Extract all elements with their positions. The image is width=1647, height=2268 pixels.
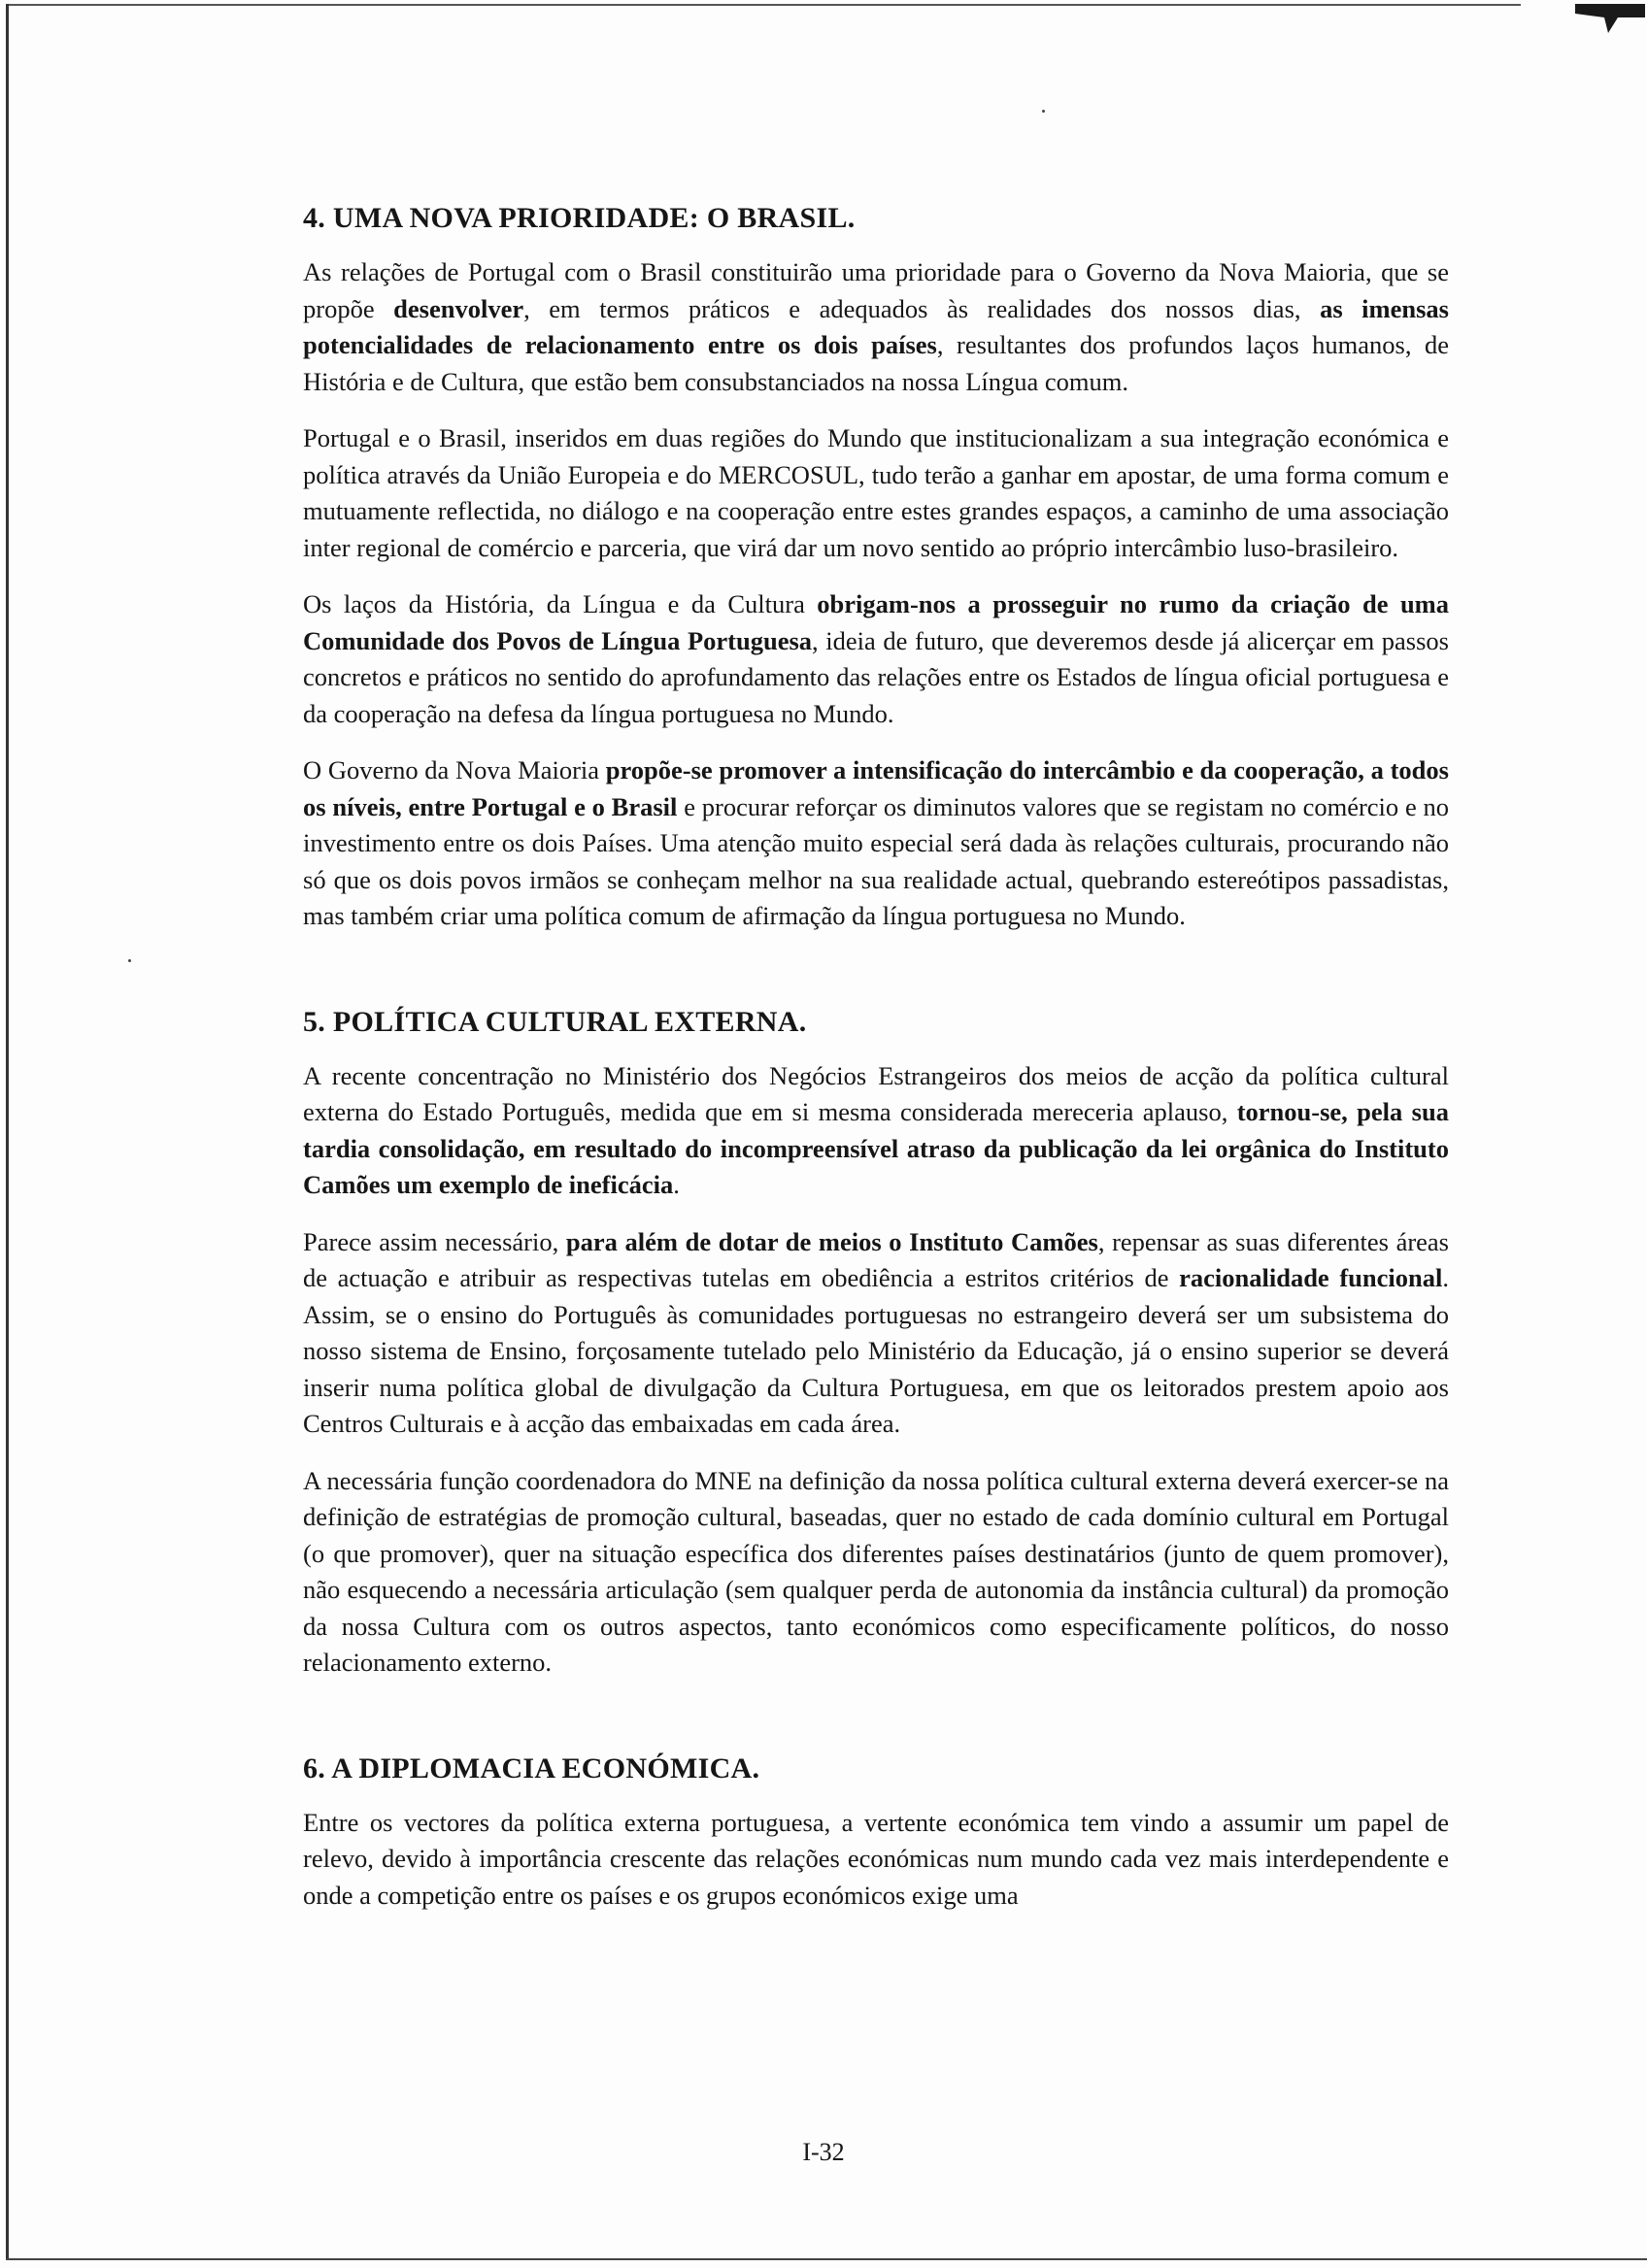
text-run: , em termos práticos e adequados às realidades dos nossos dias, [523,293,1321,323]
document-section [303,202,1449,935]
section-spacer [303,1702,1449,1752]
text-run: , ideia de futuro, que deveremos desde já alicerçar em passos concretos e práticos no sentido do aprofundamento das relações entre os Estados de língua oficial portuguesa e da cooperação na defesa da língua portuguesa no Mundo. [303,625,1449,728]
body-paragraph [303,420,1449,566]
text-run: A recente concentração no Ministério dos Negócios Estrangeiros dos meios de acção da política cultural externa do Estado Português, medida que em si mesma considerada mereceria aplauso, [303,1060,1449,1126]
bold-text: as imensas potencialidades de relacionamento entre os dois países [303,293,1449,359]
body-paragraph [303,1463,1449,1682]
text-run: . [673,1170,680,1199]
bold-text: para além de dotar de meios o Instituto Camões [565,1226,1098,1256]
body-paragraph [303,254,1449,400]
section-heading: 4. UMA NOVA PRIORIDADE: O BRASIL. [303,202,856,234]
document-section [303,1752,1449,1915]
section-spacer [303,955,1449,1006]
scan-speck [1042,110,1045,113]
text-run: , repensar as suas diferentes áreas de actuação e atribuir as respectivas tutelas em obediência a estritos critérios de [303,1226,1449,1292]
bold-text: tornou-se, pela sua tardia consolidação, em resultado do incompreensível atraso da publicação da lei orgânica do Instituto Camões um exemplo de ineficácia [303,1097,1449,1199]
text-run: e procurar reforçar os diminutos valores que se registam no comércio e no investimento entre os dois Países. Uma atenção muito especial será dada às relações culturais, procurando não só que os dois povos irmãos se conheçam melhor na sua realidade actual, quebrando estereótipos passadistas, mas também criar uma política comum de afirmação da língua portuguesa no Mundo. [303,791,1449,930]
scan-border-bottom [6,2258,1647,2260]
bold-text: racionalidade funcional [1179,1263,1443,1292]
scan-corner-mark [1575,4,1645,43]
body-paragraph [303,586,1449,732]
document-section [303,1006,1449,1682]
body-paragraph [303,1224,1449,1443]
scan-border-top [6,4,1521,6]
text-run: Portugal e o Brasil, inseridos em duas regiões do Mundo que institucionalizam a sua integração económica e política através da União Europeia e do MERCOSUL, tudo terão a ganhar em apostar, de uma forma comum e mutuamente reflectida, no diálogo e na cooperação entre estes grandes espaços, a caminho de uma associação inter regional de comércio e parceria, que virá dar um novo sentido ao próprio intercâmbio luso-brasileiro. [303,423,1449,562]
body-paragraph [303,752,1449,935]
text-run: A necessária função coordenadora do MNE na definição da nossa política cultural externa deverá exercer-se na definição de estratégias de promoção cultural, baseadas, quer no estado de cada domínio cultural em Portugal (o que promover), quer na situação específica dos diferentes países destinatários (junto de quem promover), não esquecendo a necessária articulação (sem qualquer perda de autonomia da instância cultural) da promoção da nossa Cultura com os outros aspectos, tanto económicos como especificamente políticos, do nosso relacionamento externo. [303,1465,1449,1677]
page-number: I-32 [802,2138,845,2166]
bold-text: propõe-se promover a intensificação do intercâmbio e da cooperação, a todos os níveis, entre Portugal e o Brasil [303,755,1449,821]
text-run: O Governo da Nova Maioria [303,755,606,784]
text-run: Entre os vectores da política externa portuguesa, a vertente económica tem vindo a assumir um papel de relevo, devido à importância crescente das relações económicas num mundo cada vez mais interdependente e onde a competição entre os países e os grupos económicos exige uma [303,1807,1449,1910]
text-run: Os laços da História, da Língua e da Cultura [303,589,818,618]
section-heading: 5. POLÍTICA CULTURAL EXTERNA. [303,1005,807,1038]
scan-speck [128,959,131,962]
scan-border-left [6,4,9,2258]
bold-text: obrigam-nos a prosseguir no rumo da criação de uma Comunidade dos Povos de Língua Portuguesa [303,589,1450,655]
body-paragraph [303,1058,1449,1204]
bold-text: desenvolver [393,293,524,323]
text-run: , resultantes dos profundos laços humanos, de História e de Cultura, que estão bem consubstanciados na nossa Língua comum. [303,330,1449,396]
text-run: . Assim, se o ensino do Português às comunidades portuguesas no estrangeiro deverá ser um subsistema do nosso sistema de Ensino, forçosamente tutelado pelo Ministério da Educação, já o ensino superior se deverá inserir numa política global de divulgação da Cultura Portuguesa, em que os leitorados prestem apoio aos Centros Culturais e à acção das embaixadas em cada área. [303,1263,1449,1438]
text-run: Parece assim necessário, [303,1226,566,1256]
body-paragraph [303,1805,1449,1915]
document-page [303,202,1449,1934]
text-run: As relações de Portugal com o Brasil constituirão uma prioridade para o Governo da Nova Maioria, que se propõe [303,257,1449,323]
section-heading: 6. A DIPLOMACIA ECONÓMICA. [303,1751,760,1784]
